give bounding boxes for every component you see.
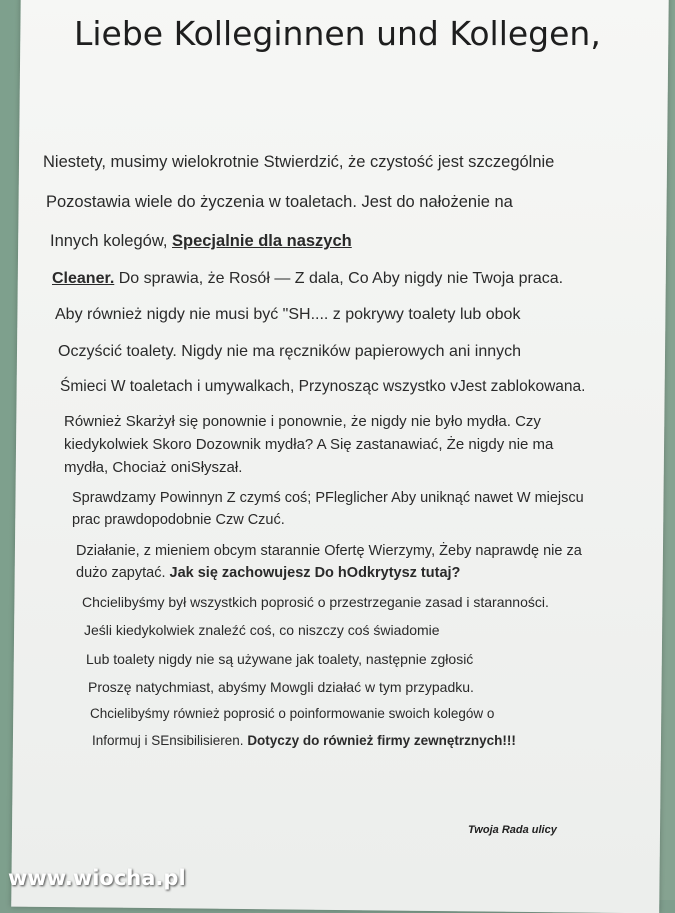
- body-line-9: kiedykolwiek Skoro Dozownik mydła? A Się zastanawiać, Że nigdy nie ma: [64, 436, 554, 453]
- body-line-10: mydła, Chociaż oniSłyszał.: [64, 459, 243, 476]
- body-line-16: Jeśli kiedykolwiek znaleźć coś, co niszczy coś świadomie: [84, 622, 440, 638]
- underlined-emphasis: Specjalnie dla naszych: [172, 232, 352, 250]
- body-line-7: Śmieci W toaletach i umywalkach, Przynosząc wszystko vJest zablokowana.: [60, 378, 586, 395]
- body-line-13: Działanie, z mieniem obcym starannie Ofertę Wierzymy, Żeby naprawdę nie za: [76, 543, 582, 559]
- body-line-18: Proszę natychmiast, abyśmy Mowgli działać w tym przypadku.: [88, 679, 474, 695]
- bold-closing: Dotyczy do również firmy zewnętrznych!!!: [247, 733, 516, 748]
- notice-title: Liebe Kolleginnen und Kollegen,: [74, 14, 601, 53]
- body-line-14: dużo zapytać. Jak się zachowujesz Do hOdkrytysz tutaj?: [76, 565, 461, 581]
- body-line-6: Oczyścić toalety. Nigdy nie ma ręczników papierowych ani innych: [58, 343, 522, 360]
- body-line-3: Innych kolegów, Specjalnie dla naszych: [50, 232, 352, 250]
- body-line-5: Aby również nigdy nie musi być "SH.... z pokrywy toalety lub obok: [55, 306, 521, 323]
- body-line-1: Niestety, musimy wielokrotnie Stwierdzić, że czystość jest szczególnie: [43, 153, 555, 171]
- underlined-emphasis: Cleaner.: [52, 270, 115, 287]
- body-line-11: Sprawdzamy Powinnyn Z czymś coś; PFleglicher Aby uniknąć nawet W miejscu: [72, 490, 584, 506]
- body-line-12: prac prawdopodobnie Czw Czuć.: [72, 512, 285, 528]
- body-line-2: Pozostawia wiele do życzenia w toaletach. Jest do nałożenie na: [46, 193, 513, 211]
- body-line-20: Informuj i SEnsibilisieren. Dotyczy do również firmy zewnętrznych!!!: [92, 733, 516, 748]
- signature: Twoja Rada ulicy: [468, 824, 557, 836]
- body-line-15: Chcielibyśmy był wszystkich poprosić o przestrzeganie zasad i staranności.: [82, 594, 549, 610]
- bold-question: Jak się zachowujesz Do hOdkrytysz tutaj?: [169, 565, 461, 581]
- body-line-19: Chcielibyśmy również poprosić o poinformowanie swoich kolegów o: [90, 706, 495, 721]
- body-line-17: Lub toalety nigdy nie są używane jak toalety, następnie zgłosić: [86, 651, 474, 667]
- body-line-4: Cleaner. Do sprawia, że Rosół — Z dala, Co Aby nigdy nie Twoja praca.: [52, 270, 564, 287]
- body-line-8: Również Skarżył się ponownie i ponownie, że nigdy nie było mydła. Czy: [64, 413, 541, 430]
- notice-paper: [11, 0, 669, 913]
- watermark: www.wiocha.pl: [8, 866, 186, 890]
